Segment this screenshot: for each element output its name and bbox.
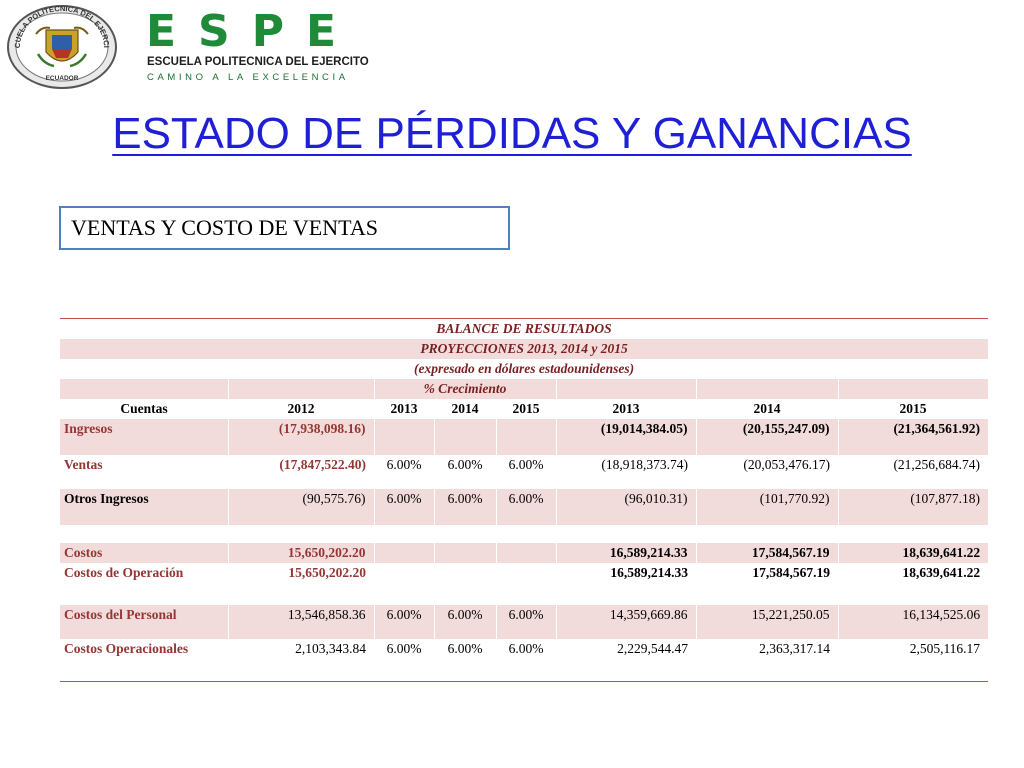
section-label: VENTAS Y COSTO DE VENTAS: [59, 206, 510, 250]
projection-2015: 16,134,525.06: [838, 605, 988, 639]
growth-2015: [496, 563, 556, 605]
projection-2013: 16,589,214.33: [556, 543, 696, 563]
value-2012: (17,847,522.40): [279, 457, 366, 472]
projection-2015: 2,505,116.17: [909, 641, 981, 656]
growth-2015: [496, 419, 556, 455]
column-header: Cuentas: [120, 401, 168, 416]
growth-2014: 6.00%: [434, 489, 496, 525]
table-currency-note: (expresado en dólares estadounidenses): [413, 361, 635, 376]
growth-2014: 6.00%: [447, 457, 483, 472]
column-header-row: [60, 399, 988, 419]
column-header: 2013: [612, 401, 640, 416]
projection-2015: (107,877.18): [838, 489, 988, 525]
account-label: Costos: [64, 545, 103, 560]
projection-2014: 2,363,317.14: [759, 641, 830, 656]
projection-2014: 17,584,567.19: [752, 565, 830, 580]
results-table: [60, 318, 988, 682]
column-header: 2015: [512, 401, 540, 416]
growth-2015: 6.00%: [496, 489, 556, 525]
table-subtitle-row: [60, 339, 988, 359]
table-title-row: [60, 319, 988, 339]
column-header: 2014: [753, 401, 781, 416]
table-row: [60, 543, 988, 563]
value-2012: 15,650,202.20: [288, 565, 366, 580]
growth-2013: 6.00%: [374, 605, 434, 639]
table-row: [60, 563, 988, 605]
growth-2013: 6.00%: [386, 641, 422, 656]
column-header: 2014: [451, 401, 479, 416]
table-row: [60, 639, 988, 681]
growth-2015: 6.00%: [496, 605, 556, 639]
account-label: Costos Operacionales: [64, 641, 189, 656]
value-2012: 13,546,858.36: [228, 605, 374, 639]
value-2012: 2,103,343.84: [295, 641, 366, 656]
growth-2013: 6.00%: [386, 457, 422, 472]
value-2012: (90,575.76): [228, 489, 374, 525]
table-row: [60, 419, 988, 455]
column-header: 2013: [390, 401, 418, 416]
growth-2013: 6.00%: [374, 489, 434, 525]
projection-2013: 16,589,214.33: [610, 565, 688, 580]
growth-2014: [434, 543, 496, 563]
account-label: Ingresos: [64, 421, 113, 436]
growth-2013: [374, 419, 434, 455]
account-label: Otros Ingresos: [64, 491, 149, 506]
brand-tagline: CAMINO A LA EXCELENCIA: [147, 72, 349, 83]
table-currency-row: [60, 359, 988, 379]
institution-seal: [6, 4, 118, 90]
projection-2014: (101,770.92): [696, 489, 838, 525]
projection-2014: 15,221,250.05: [696, 605, 838, 639]
seal-outer-text: CUELA POLITECNICA DEL EJERCI: [12, 4, 112, 49]
projection-2015: (21,256,684.74): [893, 457, 981, 472]
espe-logo: [146, 8, 386, 84]
brand-name: ESPE: [146, 6, 359, 57]
growth-2014: [434, 563, 496, 605]
projection-2015: 18,639,641.22: [838, 543, 988, 563]
brand-subtitle: ESCUELA POLITECNICA DEL EJERCITO: [147, 56, 369, 68]
growth-label: % Crecimiento: [374, 379, 556, 399]
projection-2014: (20,053,476.17): [743, 457, 830, 472]
projection-2014: 17,584,567.19: [696, 543, 838, 563]
projection-2015: (21,364,561.92): [838, 419, 988, 455]
projection-2014: (20,155,247.09): [696, 419, 838, 455]
table-row: [60, 489, 988, 525]
growth-2015: [496, 543, 556, 563]
table-title: BALANCE DE RESULTADOS: [436, 321, 612, 336]
table-row: [60, 605, 988, 639]
projection-2015: 18,639,641.22: [902, 565, 981, 580]
value-2012: (17,938,098.16): [228, 419, 374, 455]
projection-2013: (96,010.31): [556, 489, 696, 525]
growth-2014: 6.00%: [447, 641, 483, 656]
spacer-row: [60, 525, 988, 543]
seal-bottom-text: ECUADOR: [45, 75, 79, 82]
growth-2013: [374, 543, 434, 563]
projection-2013: (19,014,384.05): [556, 419, 696, 455]
account-label: Costos del Personal: [64, 607, 177, 622]
growth-2015: 6.00%: [508, 457, 544, 472]
table-row: [60, 455, 988, 489]
account-label: Costos de Operación: [64, 565, 184, 580]
growth-header-row: [60, 379, 988, 399]
projection-2013: 14,359,669.86: [556, 605, 696, 639]
value-2012: 15,650,202.20: [228, 543, 374, 563]
growth-2015: 6.00%: [508, 641, 544, 656]
table-subtitle: PROYECCIONES 2013, 2014 y 2015: [420, 341, 628, 356]
growth-2013: [374, 563, 434, 605]
account-label: Ventas: [64, 457, 103, 472]
growth-2014: [434, 419, 496, 455]
column-header: 2012: [287, 401, 315, 416]
growth-2014: 6.00%: [434, 605, 496, 639]
column-header: 2015: [899, 401, 927, 416]
page-title: ESTADO DE PÉRDIDAS Y GANANCIAS: [112, 109, 912, 158]
projection-2013: (18,918,373.74): [601, 457, 688, 472]
projection-2013: 2,229,544.47: [617, 641, 688, 656]
